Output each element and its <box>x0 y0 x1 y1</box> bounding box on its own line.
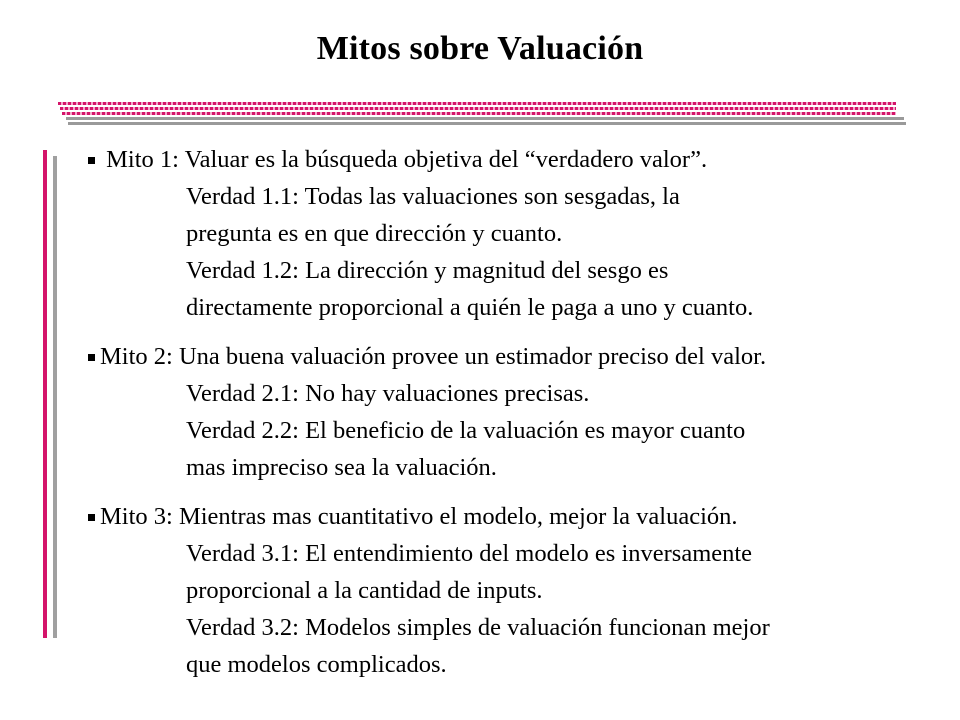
square-bullet-icon <box>88 157 95 164</box>
truth-line: Verdad 3.2: Modelos simples de valuación funcionan mejor <box>186 614 770 641</box>
square-bullet-icon <box>88 354 95 361</box>
slide-body <box>88 141 908 695</box>
myth-text: Mito 3: Mientras mas cuantitativo el modelo, mejor la valuación. <box>100 503 738 530</box>
truth-line: mas impreciso sea la valuación. <box>186 454 497 481</box>
pink-rule-3 <box>62 112 896 115</box>
gray-vertical-bar <box>53 156 57 638</box>
truth-line: Verdad 2.1: No hay valuaciones precisas. <box>186 380 590 407</box>
myth-statement <box>88 498 908 535</box>
myth-statement <box>88 338 908 375</box>
truth-line: Verdad 1.2: La dirección y magnitud del sesgo es <box>186 257 669 284</box>
myth-block-1 <box>88 141 908 326</box>
gray-rule-1 <box>66 117 904 120</box>
truth-line: Verdad 2.2: El beneficio de la valuación es mayor cuanto <box>186 417 746 444</box>
left-margin-decoration <box>43 150 63 638</box>
pink-rule-1 <box>58 102 896 105</box>
myth-text: Mito 1: Valuar es la búsqueda objetiva del “verdadero valor”. <box>100 146 708 173</box>
truth-line: proporcional a la cantidad de inputs. <box>186 577 543 604</box>
myth-text: Mito 2: Una buena valuación provee un estimador preciso del valor. <box>100 343 767 370</box>
slide-title: Mitos sobre Valuación <box>316 30 644 67</box>
truth-line: que modelos complicados. <box>186 651 447 678</box>
myth-block-3 <box>88 498 908 683</box>
square-bullet-icon <box>88 514 95 521</box>
truth-line: pregunta es en que dirección y cuanto. <box>186 220 563 247</box>
truth-line: directamente proporcional a quién le paga a uno y cuanto. <box>186 294 754 321</box>
pink-vertical-bar <box>43 150 47 638</box>
truth-line: Verdad 1.1: Todas las valuaciones son sesgadas, la <box>186 183 680 210</box>
pink-rule-2 <box>60 107 896 110</box>
gray-rule-2 <box>68 122 906 125</box>
myth-block-2 <box>88 338 908 486</box>
myth-statement <box>88 141 908 178</box>
title-underline-decoration <box>58 100 908 130</box>
truth-line: Verdad 3.1: El entendimiento del modelo es inversamente <box>186 540 753 567</box>
